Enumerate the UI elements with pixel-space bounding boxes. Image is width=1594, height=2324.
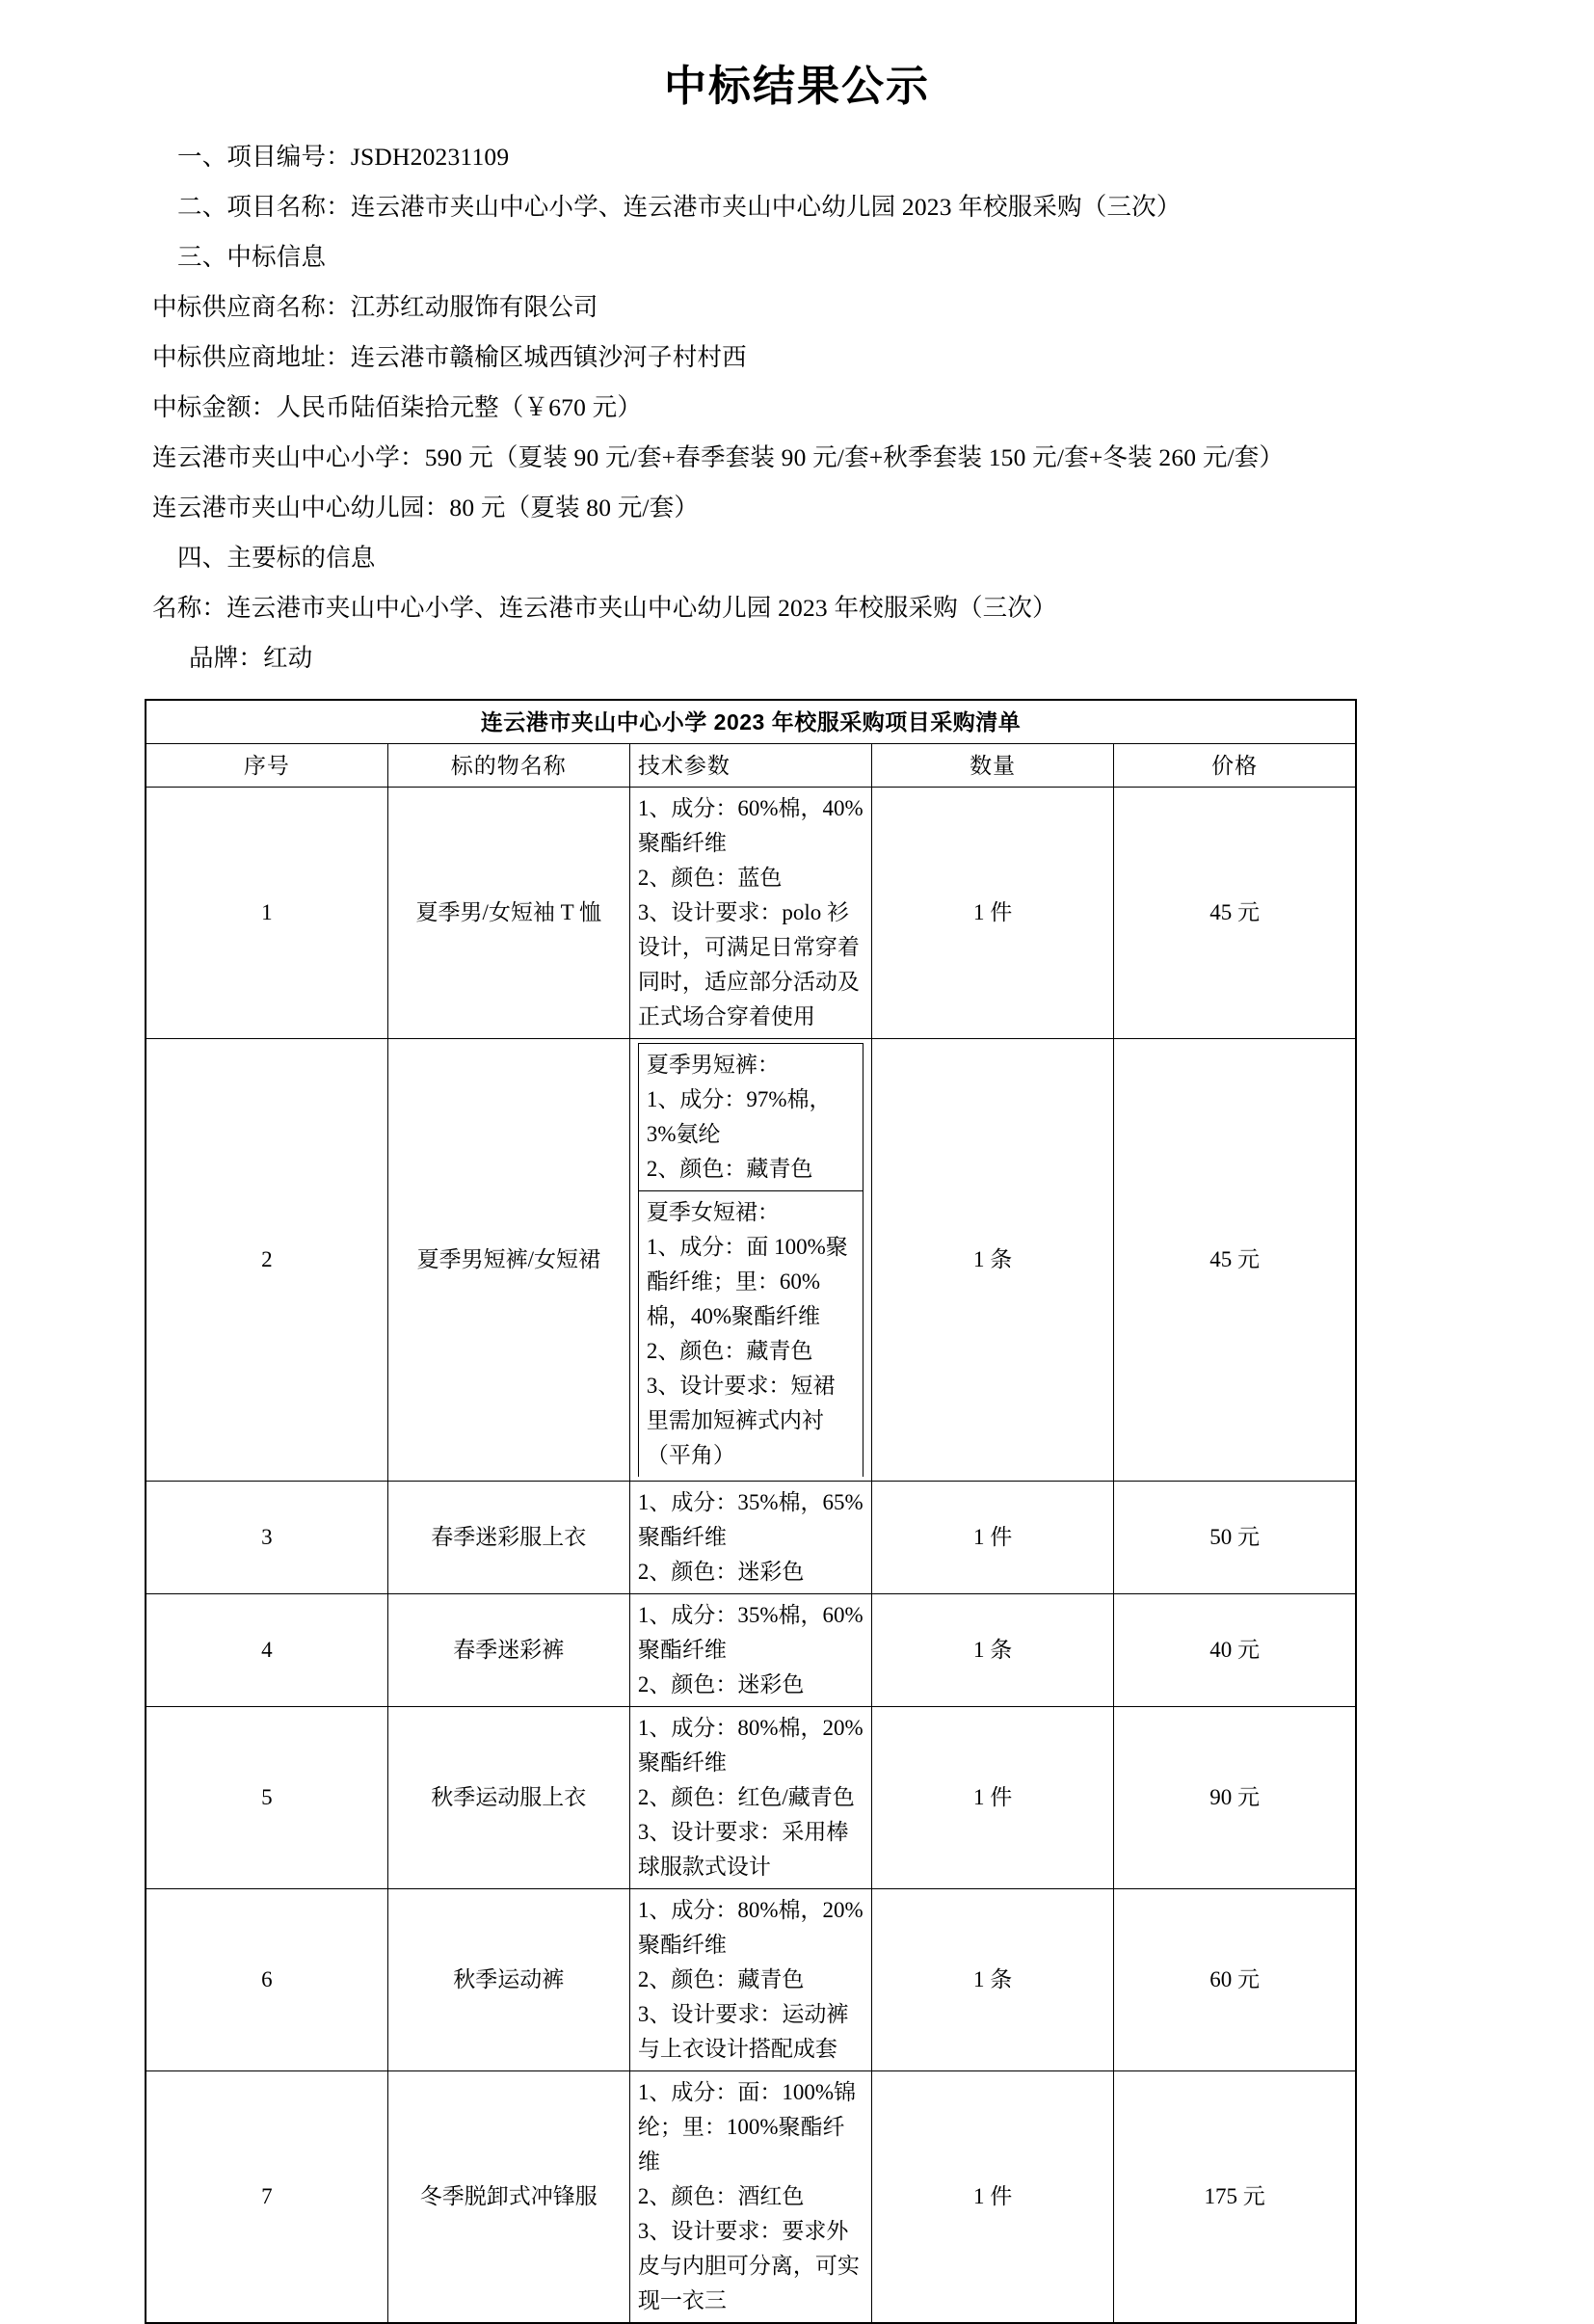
cell-quantity: 1 件: [872, 2070, 1114, 2323]
spec-sub-block: [638, 1190, 863, 1477]
spec-line: 1、成分：面 100%聚酯纤维；里：60%棉，40%聚酯纤维: [646, 1234, 848, 1328]
para-primary-school-price: 连云港市夹山中心小学：590 元（夏装 90 元/套+春季套装 90 元/套+秋季套装 150 元/套+冬装 260 元/套）: [152, 442, 1285, 471]
spec-line: 2、颜色：蓝色: [637, 865, 783, 890]
column-header-spec: 技术参数: [629, 743, 871, 787]
spec-line: 1、成分：80%棉，20%聚酯纤维: [637, 1715, 863, 1775]
spec-line: 1、成分：60%棉，40%聚酯纤维: [637, 795, 863, 855]
table-caption-row: [146, 700, 1356, 744]
cell-no: 6: [146, 1888, 387, 2070]
table-row: [146, 2070, 1356, 2323]
spec-line: 1、成分：97%棉，3%氨纶: [646, 1086, 832, 1146]
cell-spec: [629, 2070, 871, 2323]
spec-line: 2、颜色：迷彩色: [637, 1671, 805, 1696]
cell-no: 1: [146, 787, 387, 1038]
cell-quantity: 1 件: [872, 787, 1114, 1038]
table-caption: 连云港市夹山中心小学 2023 年校服采购项目采购清单: [146, 700, 1356, 744]
spec-line: 2、颜色：藏青色: [646, 1338, 813, 1363]
cell-no: 5: [146, 1706, 387, 1888]
para-kindergarten-price: 连云港市夹山中心幼儿园：80 元（夏装 80 元/套）: [152, 493, 700, 521]
table-row: [146, 1706, 1356, 1888]
spec-line: 1、成分：面：100%锦纶；里：100%聚酯纤维: [637, 2079, 857, 2174]
cell-spec: [629, 1593, 871, 1706]
procurement-list-table: [145, 699, 1357, 2324]
cell-price: 45 元: [1114, 1038, 1356, 1481]
spec-sub-row: [638, 1043, 863, 1190]
column-header-item-name: 标的物名称: [387, 743, 629, 787]
cell-spec: [629, 787, 871, 1038]
para-bid-info-heading: 三、中标信息: [177, 242, 327, 271]
cell-price: 50 元: [1114, 1481, 1356, 1593]
cell-spec: [629, 1038, 871, 1481]
para-project-name: 二、项目名称：连云港市夹山中心小学、连云港市夹山中心幼儿园 2023 年校服采购（三次）: [177, 192, 1182, 221]
para-project-number: 一、项目编号：JSDH20231109: [177, 142, 510, 171]
cell-item-name: 秋季运动服上衣: [387, 1706, 629, 1888]
table-row: [146, 1593, 1356, 1706]
cell-no: 3: [146, 1481, 387, 1593]
cell-price: 175 元: [1114, 2070, 1356, 2323]
cell-price: 60 元: [1114, 1888, 1356, 2070]
para-subject-info-heading: 四、主要标的信息: [177, 543, 376, 572]
spec-line: 2、颜色：藏青色: [646, 1156, 813, 1181]
cell-spec: [629, 1888, 871, 2070]
column-header-no: 序号: [146, 743, 387, 787]
cell-item-name: 冬季脱卸式冲锋服: [387, 2070, 629, 2323]
spec-block-title: 夏季男短裤：: [646, 1052, 780, 1077]
table-header-row: [146, 743, 1356, 787]
cell-quantity: 1 件: [872, 1481, 1114, 1593]
table-row: [146, 1038, 1356, 1481]
spec-line: 3、设计要求：运动裤与上衣设计搭配成套: [637, 2001, 849, 2061]
cell-spec: [629, 1706, 871, 1888]
cell-no: 2: [146, 1038, 387, 1481]
para-bid-amount: 中标金额：人民币陆佰柒拾元整（￥670 元）: [152, 392, 643, 421]
page-title: 中标结果公示: [664, 63, 930, 110]
cell-no: 4: [146, 1593, 387, 1706]
column-header-price: 价格: [1114, 743, 1356, 787]
announcement-body: [145, 132, 1449, 683]
cell-spec: [629, 1481, 871, 1593]
spec-line: 1、成分：35%棉，65%聚酯纤维: [637, 1489, 863, 1549]
cell-item-name: 春季迷彩服上衣: [387, 1481, 629, 1593]
spec-sub-block: [638, 1043, 863, 1190]
cell-item-name: 夏季男短裤/女短裙: [387, 1038, 629, 1481]
spec-line: 3、设计要求：采用棒球服款式设计: [637, 1819, 849, 1879]
para-supplier-name: 中标供应商名称：江苏红动服饰有限公司: [152, 292, 598, 321]
spec-line: 1、成分：35%棉，60%聚酯纤维: [637, 1602, 863, 1662]
cell-item-name: 春季迷彩裤: [387, 1593, 629, 1706]
spec-block-title: 夏季女短裙：: [646, 1199, 780, 1224]
spec-sub-table: [638, 1043, 863, 1477]
spec-line: 2、颜色：藏青色: [637, 1966, 805, 1991]
cell-item-name: 秋季运动裤: [387, 1888, 629, 2070]
spec-line: 3、设计要求：短裙里需加短裤式内衬（平角）: [646, 1373, 836, 1467]
cell-price: 45 元: [1114, 787, 1356, 1038]
para-brand: 品牌：红动: [189, 643, 313, 672]
spec-line: 3、设计要求：polo 衫设计，可满足日常穿着同时，适应部分活动及正式场合穿着使用: [637, 899, 860, 1028]
spec-line: 2、颜色：红色/藏青色: [637, 1784, 855, 1809]
cell-no: 7: [146, 2070, 387, 2323]
column-header-quantity: 数量: [872, 743, 1114, 787]
cell-item-name: 夏季男/女短袖 T 恤: [387, 787, 629, 1038]
cell-quantity: 1 条: [872, 1593, 1114, 1706]
cell-price: 90 元: [1114, 1706, 1356, 1888]
table-row: [146, 1481, 1356, 1593]
spec-sub-row: [638, 1190, 863, 1477]
cell-quantity: 1 条: [872, 1888, 1114, 2070]
cell-quantity: 1 件: [872, 1706, 1114, 1888]
cell-price: 40 元: [1114, 1593, 1356, 1706]
para-subject-name: 名称：连云港市夹山中心小学、连云港市夹山中心幼儿园 2023 年校服采购（三次）: [152, 593, 1057, 622]
spec-line: 3、设计要求：要求外皮与内胆可分离，可实现一衣三: [637, 2218, 860, 2312]
spec-line: 2、颜色：酒红色: [637, 2183, 805, 2208]
cell-quantity: 1 条: [872, 1038, 1114, 1481]
para-supplier-address: 中标供应商地址：连云港市赣榆区城西镇沙河子村村西: [152, 342, 747, 371]
table-row: [146, 1888, 1356, 2070]
spec-line: 2、颜色：迷彩色: [637, 1559, 805, 1584]
table-row: [146, 787, 1356, 1038]
spec-line: 1、成分：80%棉，20%聚酯纤维: [637, 1897, 863, 1957]
